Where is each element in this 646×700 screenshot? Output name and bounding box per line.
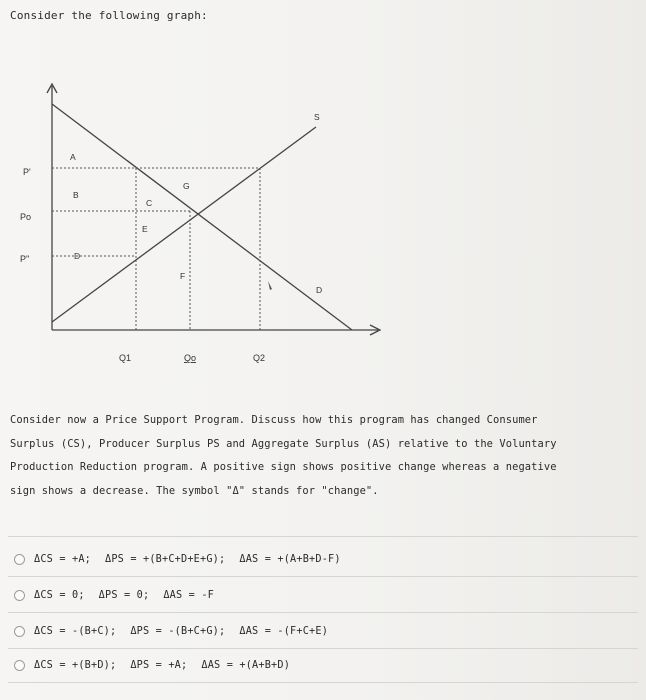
option-4-cs: ΔCS = +(B+D); bbox=[34, 659, 117, 671]
option-1[interactable] bbox=[14, 548, 341, 570]
supply-curve bbox=[52, 127, 316, 322]
description-line: Production Reduction program. A positive sign shows positive change whereas a negative bbox=[10, 461, 557, 473]
divider bbox=[8, 612, 638, 613]
option-4-ps: ΔPS = +A; bbox=[130, 659, 188, 671]
cursor-mark-icon bbox=[268, 281, 272, 290]
radio-button[interactable] bbox=[14, 660, 25, 671]
divider bbox=[8, 536, 638, 537]
radio-button[interactable] bbox=[14, 554, 25, 565]
radio-button[interactable] bbox=[14, 590, 25, 601]
option-4[interactable] bbox=[14, 654, 290, 676]
option-1-as: ΔAS = +(A+B+D-F) bbox=[239, 553, 341, 565]
graph-svg bbox=[0, 70, 646, 380]
supply-label: S bbox=[314, 112, 320, 122]
price-label-po: Po bbox=[20, 212, 32, 222]
option-3-as: ΔAS = -(F+C+E) bbox=[239, 625, 329, 637]
option-1-ps: ΔPS = +(B+C+D+E+G); bbox=[105, 553, 226, 565]
option-2-as: ΔAS = -F bbox=[163, 589, 215, 601]
option-3-cs: ΔCS = -(B+C); bbox=[34, 625, 117, 637]
option-1-cs: ΔCS = +A; bbox=[34, 553, 92, 565]
option-2[interactable] bbox=[14, 584, 214, 606]
question-prompt: Consider the following graph: bbox=[10, 9, 208, 22]
quantity-label-qo: Qo bbox=[184, 353, 197, 363]
option-4-as: ΔAS = +(A+B+D) bbox=[201, 659, 291, 671]
description-line: Surplus (CS), Producer Surplus PS and Aggregate Surplus (AS) relative to the Voluntary bbox=[10, 437, 557, 450]
option-3-ps: ΔPS = -(B+C+G); bbox=[130, 625, 226, 637]
area-label-a: A bbox=[70, 152, 76, 162]
divider bbox=[8, 576, 638, 577]
area-label-c: C bbox=[146, 198, 153, 208]
option-2-ps: ΔPS = 0; bbox=[98, 589, 150, 601]
description-line: sign shows a decrease. The symbol "Δ" stands for "change". bbox=[10, 484, 379, 497]
area-label-g: G bbox=[183, 181, 190, 191]
demand-curve bbox=[52, 104, 352, 330]
option-3[interactable] bbox=[14, 620, 328, 642]
quantity-label-q1: Q1 bbox=[119, 353, 132, 363]
demand-label: D bbox=[316, 285, 323, 295]
divider bbox=[8, 648, 638, 649]
quantity-label-q2: Q2 bbox=[253, 353, 266, 363]
area-label-f: F bbox=[180, 271, 186, 281]
price-label-p-prime: P' bbox=[23, 167, 31, 177]
area-label-b: B bbox=[73, 190, 79, 200]
option-2-cs: ΔCS = 0; bbox=[34, 589, 85, 601]
area-label-e: E bbox=[142, 224, 148, 234]
radio-button[interactable] bbox=[14, 626, 25, 637]
area-label-d: D bbox=[74, 251, 81, 261]
price-label-p-double-prime: P'' bbox=[20, 254, 30, 264]
description-line: Consider now a Price Support Program. Discuss how this program has changed Consumer bbox=[10, 414, 538, 426]
guide-lines bbox=[52, 168, 260, 330]
question-description bbox=[10, 409, 630, 503]
supply-demand-graph bbox=[0, 70, 646, 380]
divider bbox=[8, 682, 638, 683]
